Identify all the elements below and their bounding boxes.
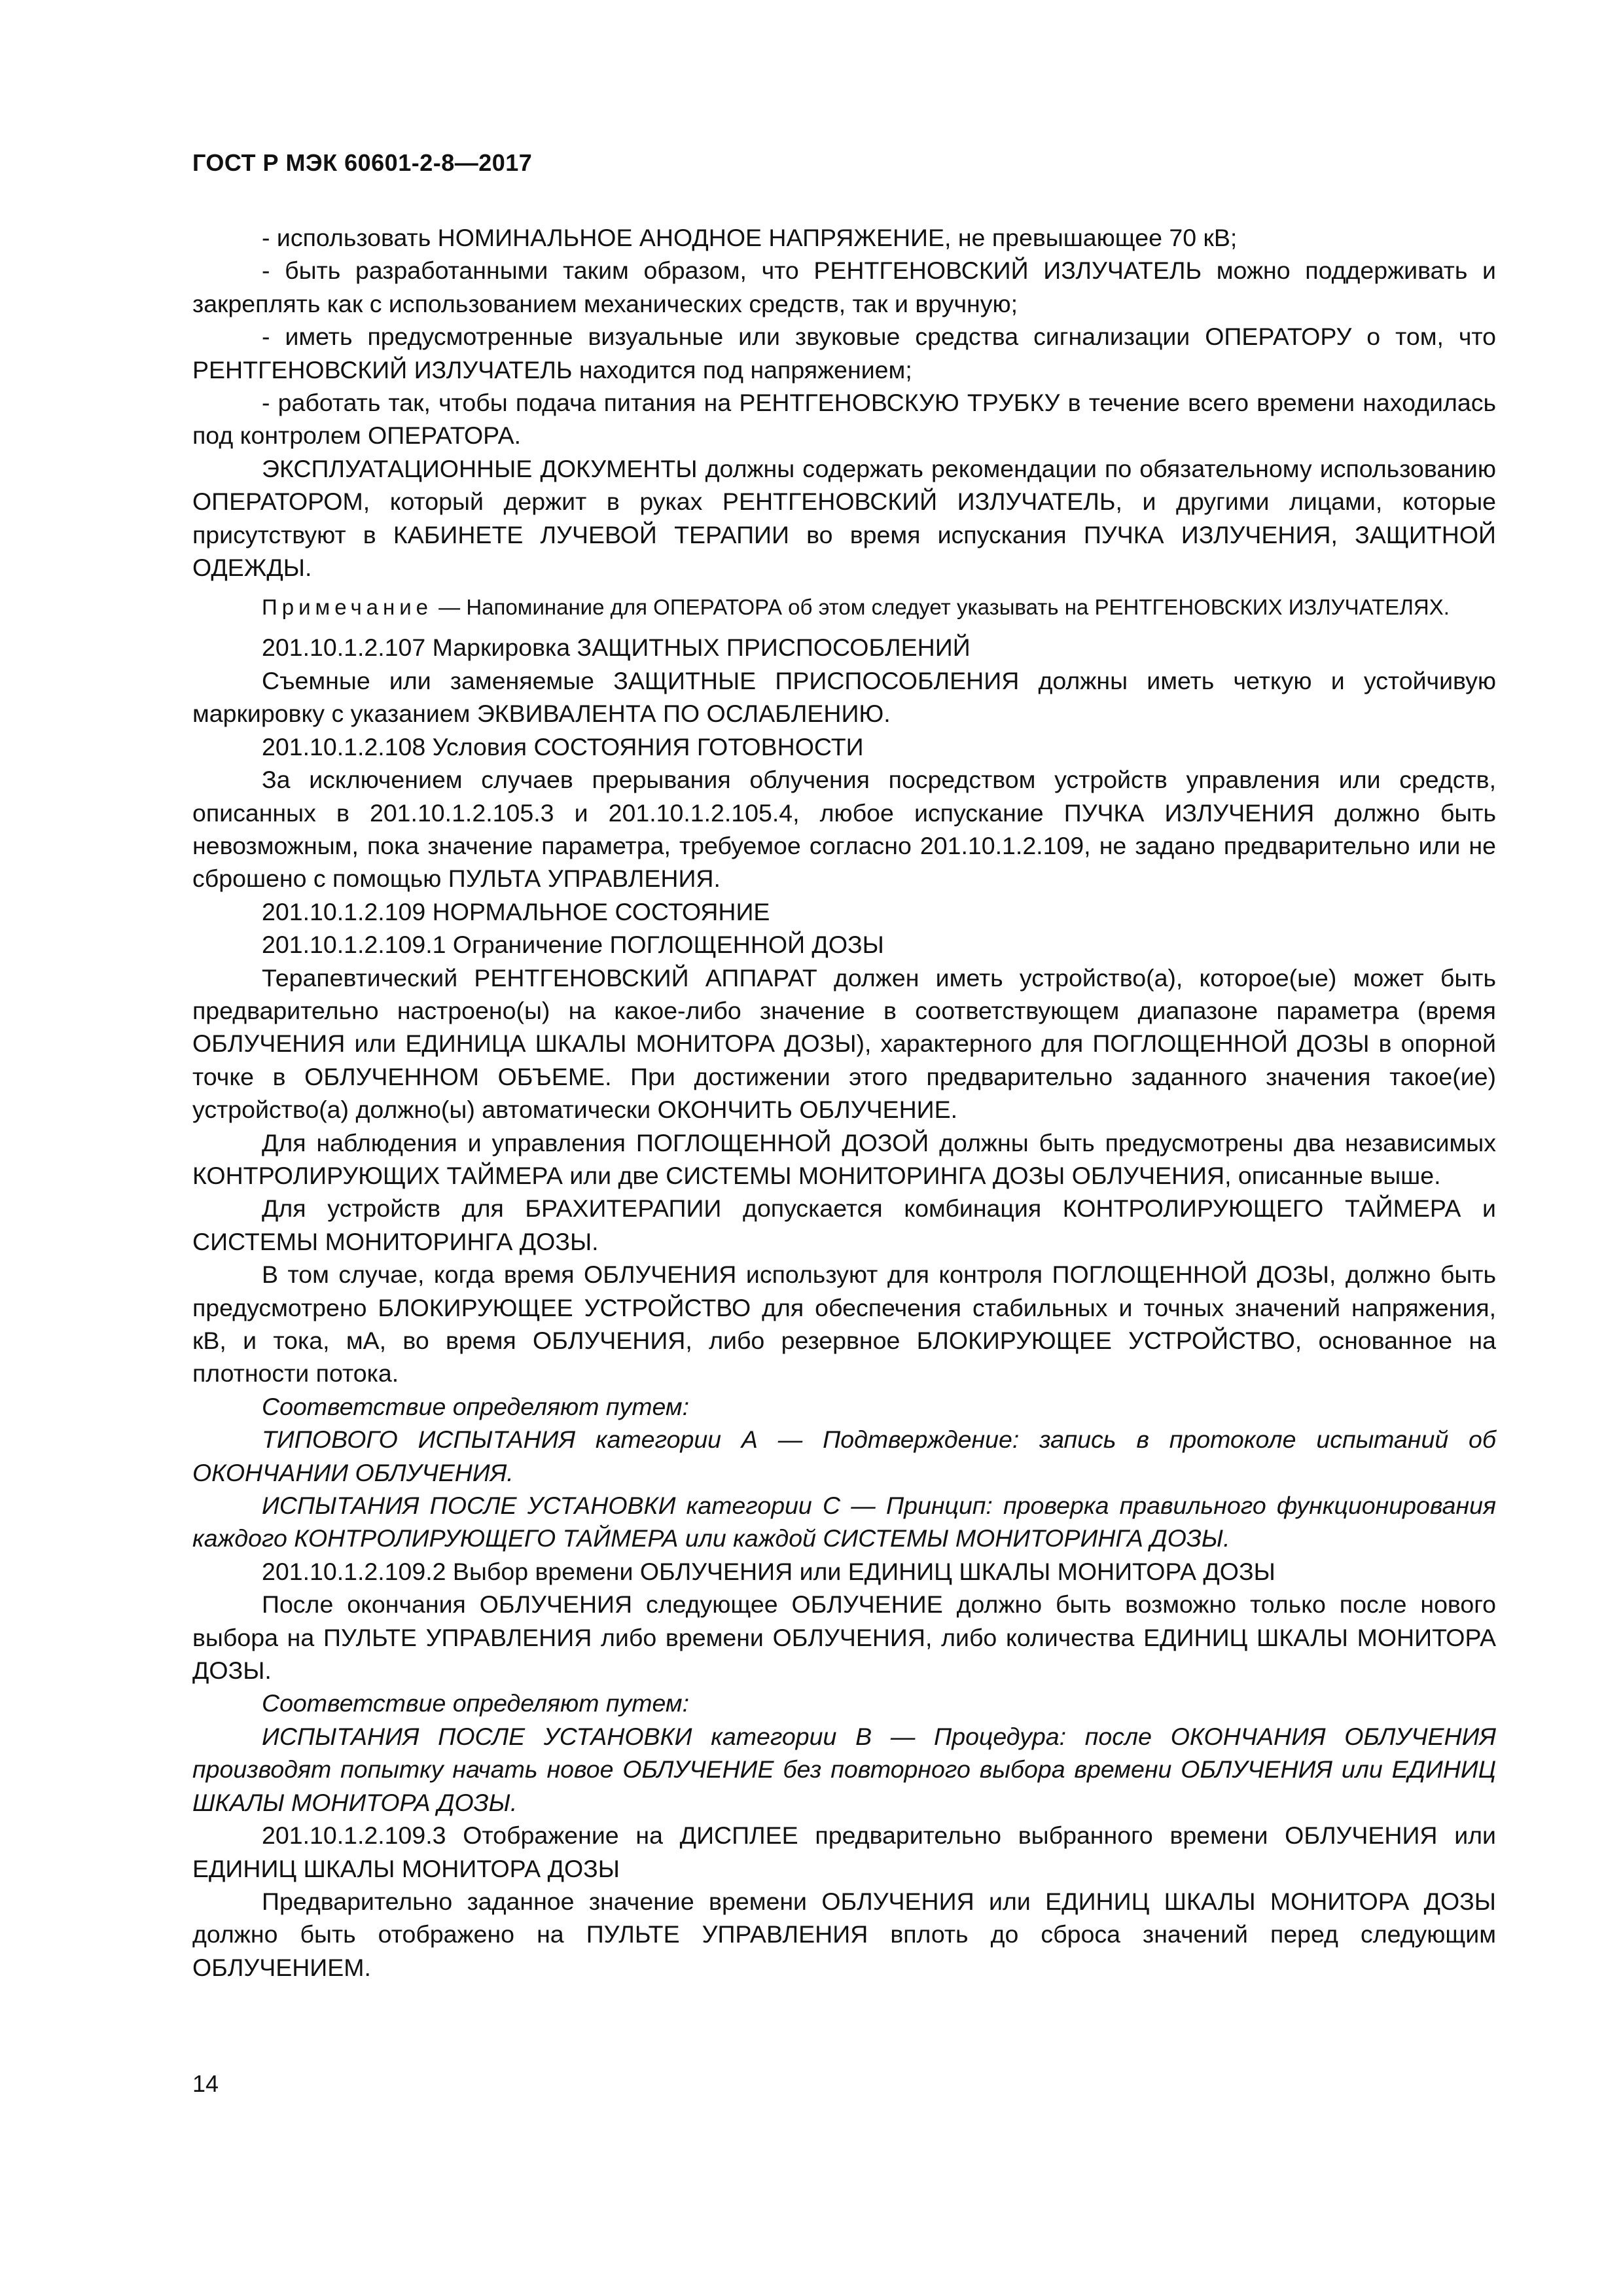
paragraph-independent-timers: Для наблюдения и управления ПОГЛОЩЕННОЙ ДОЗОЙ должны быть предусмотрены два независимых КОНТРОЛИРУЮЩИХ ТАЙМЕРА или две СИСТЕМЫ МОНИТОРИНГА ДОЗЫ ОБЛУЧЕНИЯ, описанные выше. [192,1128,1496,1189]
document-body [192,221,1496,1984]
section-heading-109: 201.10.1.2.109 НОРМАЛЬНОЕ СОСТОЯНИЕ [262,897,770,925]
section-heading-109-1: 201.10.1.2.109.1 Ограничение ПОГЛОЩЕННОЙ ДОЗЫ [262,931,884,959]
section-heading-108: 201.10.1.2.108 Условия СОСТОЯНИЯ ГОТОВНОСТИ [262,732,864,761]
note-text: — Напоминание для ОПЕРАТОРА об этом следует указывать на РЕНТГЕНОВСКИХ ИЗЛУЧАТЕЛЯХ. [433,595,1450,620]
list-item-operator-control: - работать так, чтобы подача питания на РЕНТГЕНОВСКУЮ ТРУБКУ в течение всего времени находилась под контролем ОПЕРАТОРА. [192,389,1496,450]
list-item-support-design: - быть разработанными таким образом, что РЕНТГЕНОВСКИЙ ИЗЛУЧАТЕЛЬ можно поддерживать и закреплять как с использованием механических средств, так и вручную; [192,257,1496,317]
paragraph-interlock: В том случае, когда время ОБЛУЧЕНИЯ используют для контроля ПОГЛОЩЕННОЙ ДОЗЫ, должно быть предусмотрено БЛОКИРУЮЩЕЕ УСТРОЙСТВО для обеспечения стабильных и точных значений напряжения, кВ, и тока, мА, во время ОБЛУЧЕНИЯ, либо резервное БЛОКИРУЮЩЕЕ УСТРОЙСТВО, основанное на плотности потока. [192,1261,1496,1388]
compliance-type-test-a: ТИПОВОГО ИСПЫТАНИЯ категории А — Подтверждение: запись в протоколе испытаний об ОКОНЧАНИИ ОБЛУЧЕНИЯ. [192,1426,1496,1486]
paragraph-protective-marking: Съемные или заменяемые ЗАЩИТНЫЕ ПРИСПОСОБЛЕНИЯ должны иметь четкую и устойчивую маркировку с указанием ЭКВИВАЛЕНТА ПО ОСЛАБЛЕНИЮ. [192,666,1496,728]
list-item-anode-voltage: - использовать НОМИНАЛЬНОЕ АНОДНОЕ НАПРЯЖЕНИЕ, не превышающее 70 кВ; [262,224,1238,251]
paragraph-brachytherapy: Для устройств для БРАХИТЕРАПИИ допускается комбинация КОНТРОЛИРУЮЩЕГО ТАЙМЕРА и СИСТЕМЫ МОНИТОРИНГА ДОЗЫ. [192,1194,1496,1255]
note-paragraph [192,593,1496,622]
section-heading-107: 201.10.1.2.107 Маркировка ЗАЩИТНЫХ ПРИСПОСОБЛЕНИЙ [262,634,971,662]
compliance-installation-test-b: ИСПЫТАНИЯ ПОСЛЕ УСТАНОВКИ категории В — Процедура: после ОКОНЧАНИЯ ОБЛУЧЕНИЯ производят попытку начать новое ОБЛУЧЕНИЕ без повторного выбора времени ОБЛУЧЕНИЯ или ЕДИНИЦ ШКАЛЫ МОНИТОРА ДОЗЫ. [192,1722,1496,1816]
compliance-intro-1: Соответствие определяют путем: [262,1392,690,1420]
paragraph-ready-state: За исключением случаев прерывания облучения посредством устройств управления или средств, описанных в 201.10.1.2.105.3 и 201.10.1.2.105.4, любое испускание ПУЧКА ИЗЛУЧЕНИЯ должно быть невозможным, пока значение параметра, требуемое согласно 201.10.1.2.109, не задано предварительно или не сброшено с помощью ПУЛЬТА УПРАВЛЕНИЯ. [192,766,1496,893]
document-header: ГОСТ Р МЭК 60601-2-8—2017 [192,149,533,176]
list-item-signalling: - иметь предусмотренные визуальные или звуковые средства сигнализации ОПЕРАТОРУ о том, что РЕНТГЕНОВСКИЙ ИЗЛУЧАТЕЛЬ находится под напряжением; [192,323,1496,384]
paragraph-dose-limit-device: Терапевтический РЕНТГЕНОВСКИЙ АППАРАТ должен иметь устройство(а), которое(ые) может быть предварительно настроено(ы) на какое-либо значение в соответствующем диапазоне параметра (время ОБЛУЧЕНИЯ или ЕДИНИЦА ШКАЛЫ МОНИТОРА ДОЗЫ), характерного для ПОГЛОЩЕННОЙ ДОЗЫ в опорной точке в ОБЛУЧЕННОМ ОБЪЕМЕ. При достижении этого предварительно заданного значения такое(ие) устройство(а) должно(ы) автоматически ОКОНЧИТЬ ОБЛУЧЕНИЕ. [192,963,1496,1124]
compliance-installation-test-c: ИСПЫТАНИЯ ПОСЛЕ УСТАНОВКИ категории С — Принцип: проверка правильного функционирования каждого КОНТРОЛИРУЮЩЕГО ТАЙМЕРА или каждой СИСТЕМЫ МОНИТОРИНГА ДОЗЫ. [192,1492,1496,1552]
paragraph-reselection: После окончания ОБЛУЧЕНИЯ следующее ОБЛУЧЕНИЕ должно быть возможно только после нового выбора на ПУЛЬТЕ УПРАВЛЕНИЯ либо времени ОБЛУЧЕНИЯ, либо количества ЕДИНИЦ ШКАЛЫ МОНИТОРА ДОЗЫ. [192,1590,1496,1685]
section-heading-109-3: 201.10.1.2.109.3 Отображение на ДИСПЛЕЕ предварительно выбранного времени ОБЛУЧЕНИЯ или ЕДИНИЦ ШКАЛЫ МОНИТОРА ДОЗЫ [192,1821,1496,1882]
note-label: Примечание [262,595,433,620]
compliance-intro-2: Соответствие определяют путем: [262,1689,690,1717]
section-heading-109-2: 201.10.1.2.109.2 Выбор времени ОБЛУЧЕНИЯ или ЕДИНИЦ ШКАЛЫ МОНИТОРА ДОЗЫ [262,1557,1275,1585]
page-number: 14 [192,2070,219,2097]
paragraph-display-preset: Предварительно заданное значение времени ОБЛУЧЕНИЯ или ЕДИНИЦ ШКАЛЫ МОНИТОРА ДОЗЫ должно быть отображено на ПУЛЬТЕ УПРАВЛЕНИЯ вплоть до сброса значений перед следующим ОБЛУЧЕНИЕМ. [192,1887,1496,1981]
paragraph-operating-documents: ЭКСПЛУАТАЦИОННЫЕ ДОКУМЕНТЫ должны содержать рекомендации по обязательному использованию ОПЕРАТОРОМ, который держит в руках РЕНТГЕНОВСКИЙ ИЗЛУЧАТЕЛЬ, и другими лицами, которые присутствуют в КАБИНЕТЕ ЛУЧЕВОЙ ТЕРАПИИ во время испускания ПУЧКА ИЗЛУЧЕНИЯ, ЗАЩИТНОЙ ОДЕЖДЫ. [192,454,1496,582]
